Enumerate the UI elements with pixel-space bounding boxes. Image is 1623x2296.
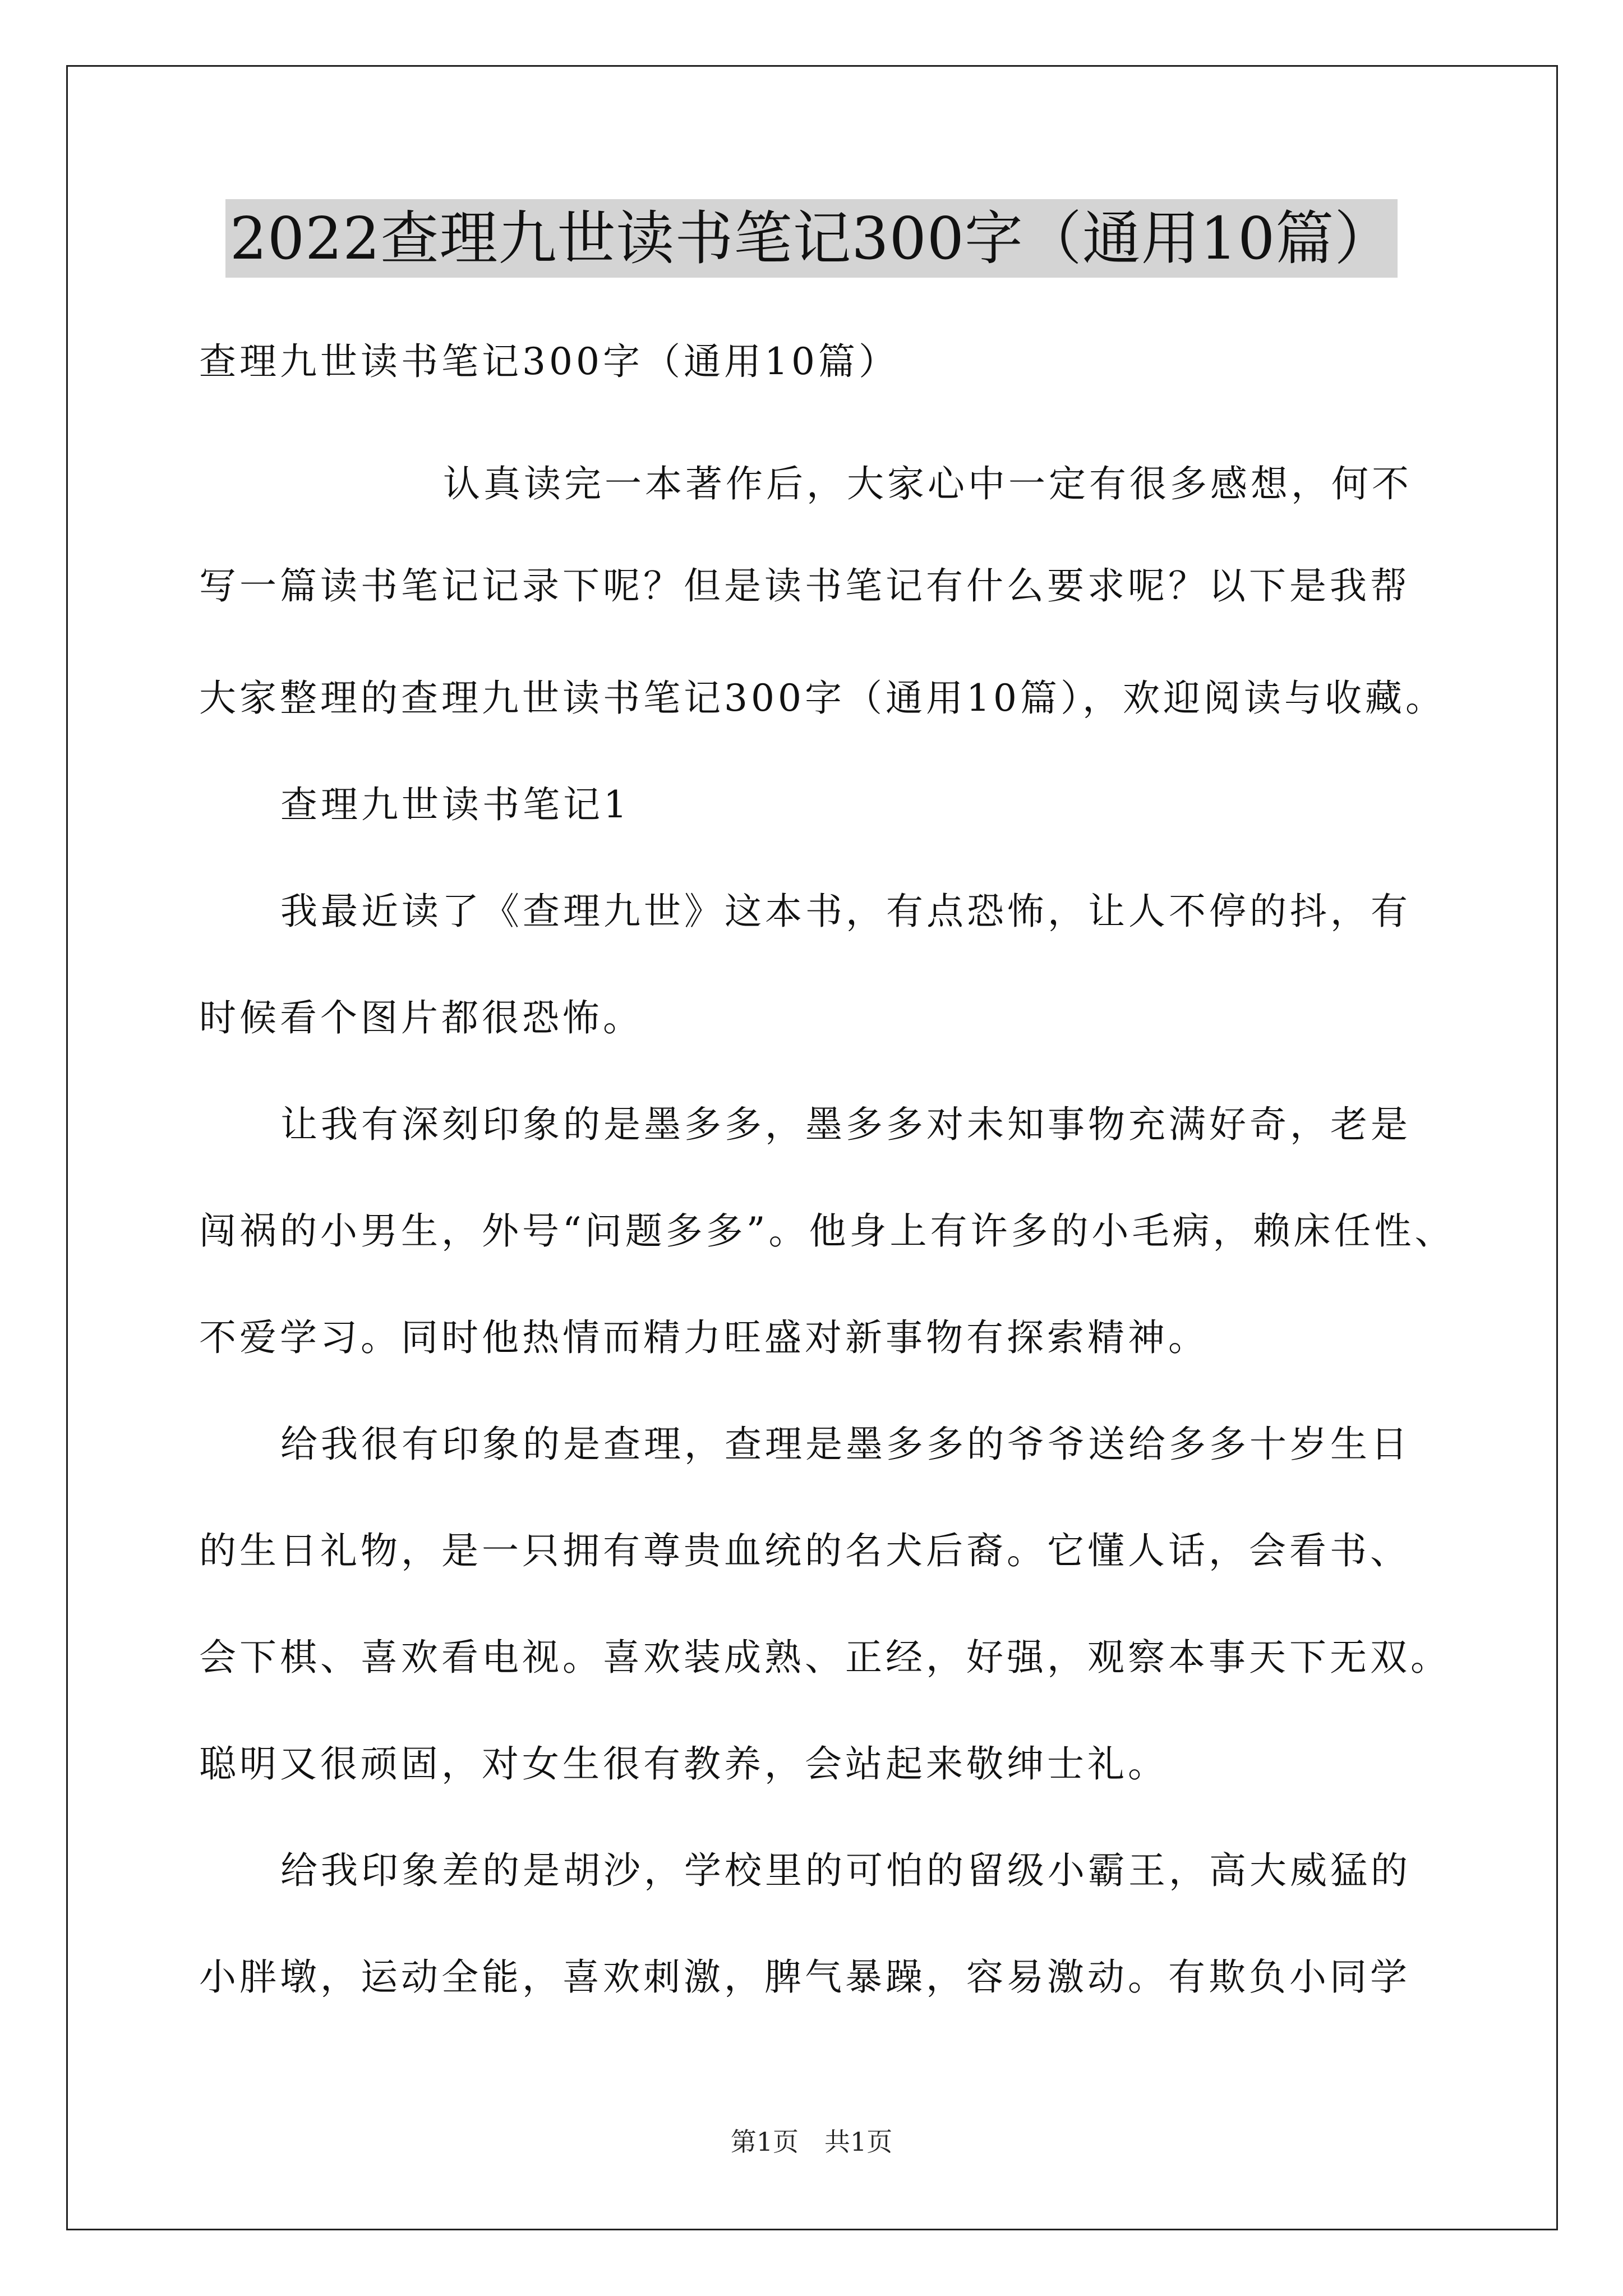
paragraph-line: 聪明又很顽固，对女生很有教养，会站起来敬绅士礼。 [199,1742,1168,1786]
paragraph-line: 让我有深刻印象的是墨多多，墨多多对未知事物充满好奇，老是 [280,1103,1411,1146]
section-heading-1: 查理九世读书笔记1 [280,783,630,826]
paragraph-line: 给我很有印象的是查理，查理是墨多多的爷爷送给多多十岁生日 [280,1423,1411,1466]
paragraph-line: 给我印象差的是胡沙，学校里的可怕的留级小霸王，高大威猛的 [280,1849,1411,1892]
paragraph-line: 小胖墩，运动全能，喜欢刺激，脾气暴躁，容易激动。有欺负小同学 [199,1955,1410,1999]
paragraph-line: 会下棋、喜欢看电视。喜欢装成熟、正经，好强，观察本事天下无双。 [199,1636,1451,1679]
intro-line-2: 写一篇读书笔记记录下呢？但是读书笔记有什么要求呢？以下是我帮 [199,564,1410,608]
intro-line-1: 认真读完一本著作后，大家心中一定有很多感想，何不 [443,462,1412,505]
document-title: 2022查理九世读书笔记300字（通用10篇） [225,199,1398,278]
intro-line-3: 大家整理的查理九世读书笔记300字（通用10篇），欢迎阅读与收藏。 [199,677,1446,720]
page-footer: 第1页 共1页 [730,2127,893,2157]
paragraph-line: 我最近读了《查理九世》这本书，有点恐怖，让人不停的抖，有 [280,890,1411,933]
paragraph-line: 不爱学习。同时他热情而精力旺盛对新事物有探索精神。 [199,1316,1209,1359]
title-container [0,199,1623,278]
paragraph-line: 闯祸的小男生，外号“问题多多”。他身上有许多的小毛病，赖床任性、 [199,1209,1455,1253]
paragraph-line: 时候看个图片都很恐怖。 [199,996,643,1039]
document-subtitle: 查理九世读书笔记300字（通用10篇） [199,340,899,383]
paragraph-line: 的生日礼物，是一只拥有尊贵血统的名犬后裔。它懂人话，会看书、 [199,1529,1410,1572]
